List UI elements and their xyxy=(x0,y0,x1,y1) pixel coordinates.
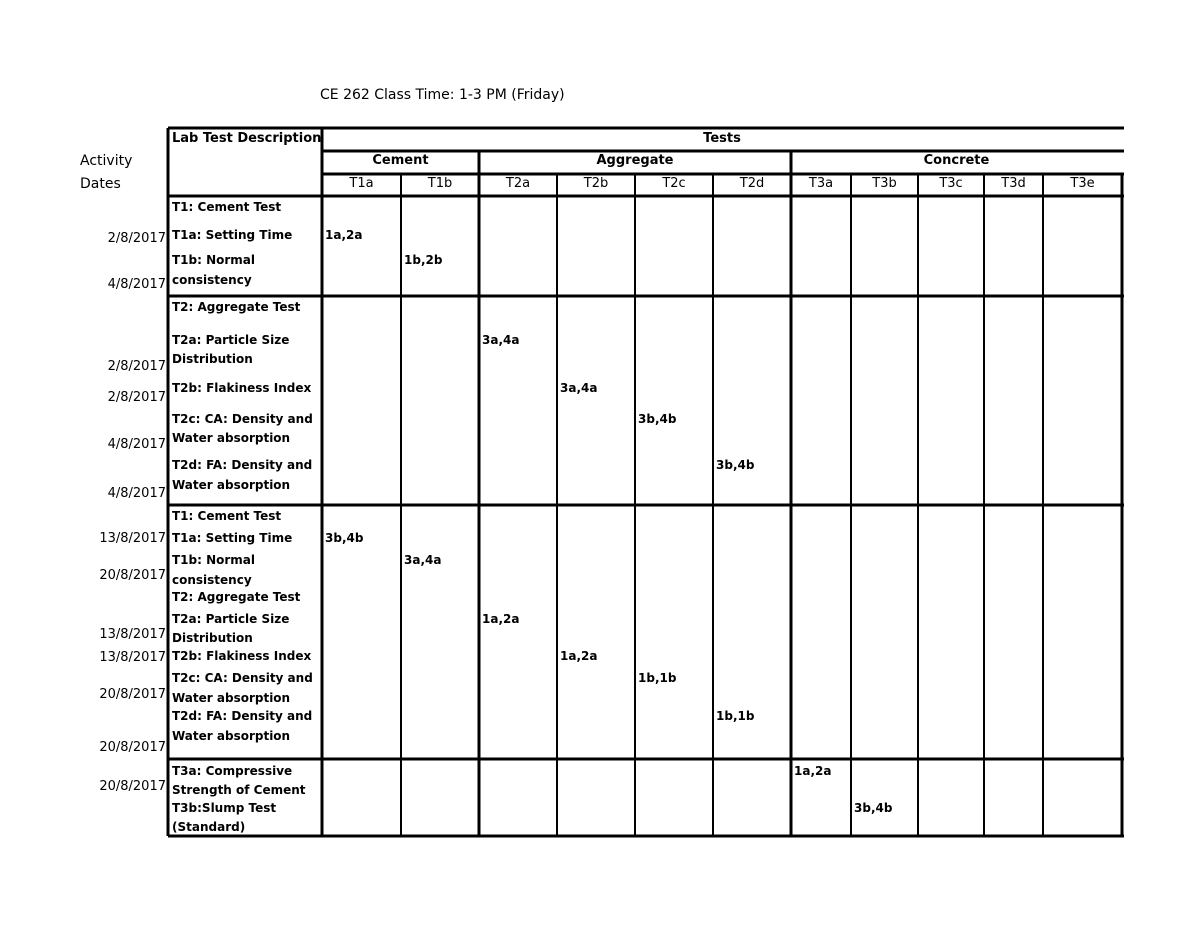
group-header-cement: Cement xyxy=(372,153,429,168)
description-line: Distribution xyxy=(172,631,253,645)
description-line: T2a: Particle Size xyxy=(172,333,290,347)
schedule-entry: 3a,4a xyxy=(404,553,442,567)
schedule-entry: 3a,4a xyxy=(560,381,598,395)
description-line: T1b: Normal xyxy=(172,553,256,567)
column-header-t3a: T3a xyxy=(808,176,834,191)
description-line: T1b: Normal xyxy=(172,253,256,267)
activity-date: 13/8/2017 xyxy=(99,531,166,546)
description-line: T3a: Compressive xyxy=(172,764,293,778)
activity-date: 20/8/2017 xyxy=(99,779,166,794)
description-line: Water absorption xyxy=(172,691,291,705)
activity-date: 2/8/2017 xyxy=(107,390,166,405)
schedule-entry: 3b,4b xyxy=(325,531,364,545)
description-line: T1: Cement Test xyxy=(172,200,282,214)
column-header-t1a: T1a xyxy=(349,176,374,191)
activity-date: 4/8/2017 xyxy=(107,437,166,452)
description-line: T2d: FA: Density and xyxy=(172,458,313,472)
description-line: T2a: Particle Size xyxy=(172,612,290,626)
column-header-t3b: T3b xyxy=(872,176,897,191)
activity-date: 4/8/2017 xyxy=(107,277,166,292)
schedule-entry: 1b,2b xyxy=(404,253,443,267)
column-header-t3c: T3c xyxy=(939,176,963,191)
schedule-entry: 3b,4b xyxy=(854,801,893,815)
description-line: Strength of Cement xyxy=(172,783,306,797)
activity-date: 20/8/2017 xyxy=(99,568,166,583)
description-line: Distribution xyxy=(172,352,253,366)
activity-label: Activity xyxy=(80,153,133,169)
activity-date: 13/8/2017 xyxy=(99,627,166,642)
activity-date: 13/8/2017 xyxy=(99,650,166,665)
description-line: consistency xyxy=(172,273,252,287)
description-line: T2c: CA: Density and xyxy=(172,671,313,685)
description-line: Water absorption xyxy=(172,478,291,492)
schedule-entry: 1a,2a xyxy=(794,764,832,778)
description-line: T2: Aggregate Test xyxy=(172,590,301,604)
page-title: CE 262 Class Time: 1-3 PM (Friday) xyxy=(320,87,565,103)
column-header-t3d: T3d xyxy=(1001,176,1026,191)
schedule-entry: 3b,4b xyxy=(638,412,677,426)
description-line: T3b:Slump Test xyxy=(172,801,277,815)
schedule-entry: 1a,2a xyxy=(482,612,520,626)
schedule-entry: 3b,4b xyxy=(716,458,755,472)
schedule-entry: 1b,1b xyxy=(638,671,677,685)
description-line: T2b: Flakiness Index xyxy=(172,649,312,663)
tests-header: Tests xyxy=(703,131,741,146)
description-line: T2: Aggregate Test xyxy=(172,300,301,314)
description-line: T2c: CA: Density and xyxy=(172,412,313,426)
column-header-t2a: T2a xyxy=(505,176,531,191)
schedule-entry: 1a,2a xyxy=(325,228,363,242)
description-line: (Standard) xyxy=(172,820,246,834)
description-line: T2d: FA: Density and xyxy=(172,709,313,723)
column-header-t1b: T1b xyxy=(427,176,453,191)
description-line: T1a: Setting Time xyxy=(172,531,293,545)
schedule-entry: 1b,1b xyxy=(716,709,755,723)
column-header-t2c: T2c xyxy=(662,176,686,191)
description-line: T1a: Setting Time xyxy=(172,228,293,242)
group-header-concrete: Concrete xyxy=(923,153,990,168)
activity-date: 2/8/2017 xyxy=(107,231,166,246)
activity-date: 20/8/2017 xyxy=(99,687,166,702)
column-header-t2d: T2d xyxy=(739,176,765,191)
column-header-t2b: T2b xyxy=(583,176,609,191)
activity-date: 20/8/2017 xyxy=(99,740,166,755)
lab-test-description-header: Lab Test Description xyxy=(172,131,322,146)
group-header-aggregate: Aggregate xyxy=(596,153,674,168)
description-line: Water absorption xyxy=(172,431,291,445)
schedule-entry: 1a,2a xyxy=(560,649,598,663)
description-line: T2b: Flakiness Index xyxy=(172,381,312,395)
schedule-entry: 3a,4a xyxy=(482,333,520,347)
description-line: Water absorption xyxy=(172,729,291,743)
activity-date: 2/8/2017 xyxy=(107,359,166,374)
column-header-t3e: T3e xyxy=(1070,176,1095,191)
description-line: T1: Cement Test xyxy=(172,509,282,523)
dates-label: Dates xyxy=(80,176,121,192)
activity-date: 4/8/2017 xyxy=(107,486,166,501)
description-line: consistency xyxy=(172,573,252,587)
